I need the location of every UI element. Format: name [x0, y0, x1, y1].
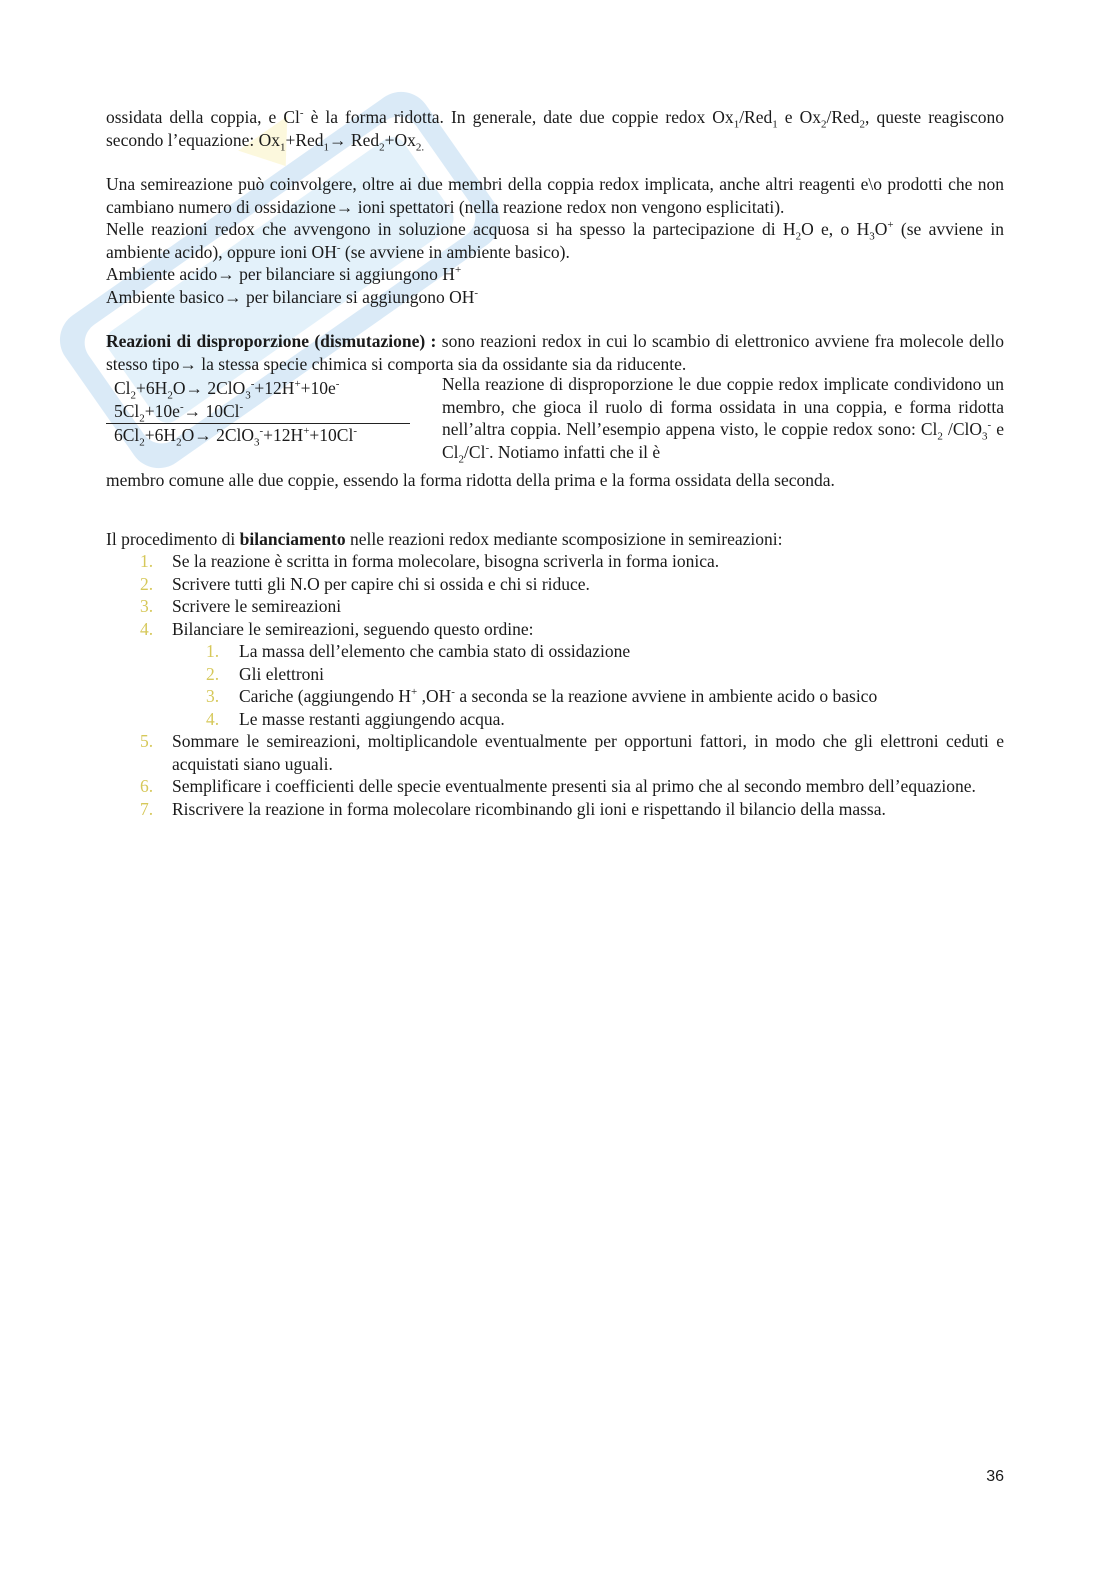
balancing-keyword: bilanciamento	[239, 528, 346, 549]
equation-column	[106, 377, 416, 447]
list-item: 2. Scrivere tutti gli N.O per capire chi si ossida e chi si riduce.	[140, 573, 590, 594]
page-content	[106, 106, 1004, 820]
disproportion-heading: Reazioni di disproporzione (dismutazione) :	[106, 331, 437, 351]
list-item: 4. Le masse restanti aggiungendo acqua.	[206, 708, 505, 729]
equation-1: $Cl_2+6H_2O\to 2ClO_3^-+12H^++10e^-$	[114, 378, 340, 402]
paragraph-disproportion	[106, 330, 1004, 375]
paragraph-basic: Ambiente basico→ per bilanciare si aggiungono OH-	[106, 286, 479, 307]
page-number: 36	[986, 1468, 1004, 1485]
paragraph-balancing-intro: Il procedimento di bilanciamento nelle reazioni redox mediante scomposizione in semireazioni:	[106, 528, 783, 549]
list-item: 5. Sommare le semireazioni, moltiplicandole eventualmente per opportuni fattori, in modo che gli elettroni ceduti e acquistati siano uguali.	[140, 731, 1004, 774]
disproportion-explanation-end: membro comune alle due coppie, essendo la forma ridotta della prima e la forma ossidata della seconda.	[106, 470, 835, 490]
disproportion-definition: sono reazioni redox in cui lo scambio di elettronico avviene fra molecole dello stesso tipo→ la stessa specie chimica si comporta sia da ossidante sia da riducente.	[106, 331, 1004, 374]
list-item: 7. Riscrivere la reazione in forma molecolare ricombinando gli ioni e rispettando il bilancio della massa.	[140, 798, 886, 819]
equation-3: $6Cl_2+6H_2O\to 2ClO_3^-+12H^++10Cl^-$	[114, 425, 357, 449]
paragraph-redox-pairs: ossidata della coppia, e Cl- è la forma ridotta. In generale, date due coppie redox $Ox_1/Red_1$ e $Ox_2/Red_2$, queste reagiscono secondo l’equazione: $Ox_1+Red_1\to Red_2+Ox_{2.}$	[106, 107, 1005, 153]
paragraph-acid: Ambiente acido→ per bilanciare si aggiungono H+	[106, 264, 462, 284]
list-item: 6. Semplificare i coefficienti delle specie eventualmente presenti sia al primo che al secondo membro dell’equazione.	[140, 776, 976, 796]
list-item: 2. Gli elettroni	[206, 663, 325, 684]
list-item: 1. La massa dell’elemento che cambia stato di ossidazione	[206, 641, 631, 661]
list-item: 3. Cariche (aggiungendo H+ ,OH- a seconda se la reazione avviene in ambiente acido o basico	[206, 686, 878, 706]
equation-2: $5Cl_2+10e^-\to 10Cl^-$	[114, 400, 244, 424]
paragraph-semireaction: Una semireazione può coinvolgere, oltre ai due membri della coppia redox implicata, anche altri reagenti e\o prodotti che non cambiano numero di ossidazione→ ioni spettatori (nella reazione redox non vengono esplicitati).	[106, 174, 1004, 217]
disproportion-explanation: Nella reazione di disproporzione le due coppie redox implicate condividono un membro, che gioca il ruolo di forma ossidata in una coppia, e forma ridotta nell’altra coppia. Nell’esempio appena visto, le coppie redox sono: $Cl_2$ /ClO$_3$- e $Cl_2/Cl^-$. Notiamo infatti che il è	[442, 374, 1004, 465]
list-item: 1. Se la reazione è scritta in forma molecolare, bisogna scriverla in forma ionica.	[140, 551, 720, 571]
balancing-substeps-list	[172, 640, 1004, 730]
paragraph-aqueous: Nelle reazioni redox che avvengono in soluzione acquosa si ha spesso la partecipazione di $H_2O$ e, o $H_3O^+$ (se avviene in ambiente acido), oppure ioni OH- (se avviene in ambiente basico).	[106, 219, 1005, 262]
list-item: 4. Bilanciare le semireazioni, seguendo questo ordine: 1. La massa dell’elemento che cambia stato di ossidazione 2. Gli elettroni 3. Cariche (aggiungendo H+ ,OH- a seconda se la reazione avviene in ambiente acido o basico 4. Le masse restanti aggiungendo acqua.	[106, 618, 1004, 731]
equation-block	[106, 374, 1004, 479]
balancing-steps-list	[106, 550, 1004, 820]
list-item: 3. Scrivere le semireazioni	[140, 596, 342, 616]
